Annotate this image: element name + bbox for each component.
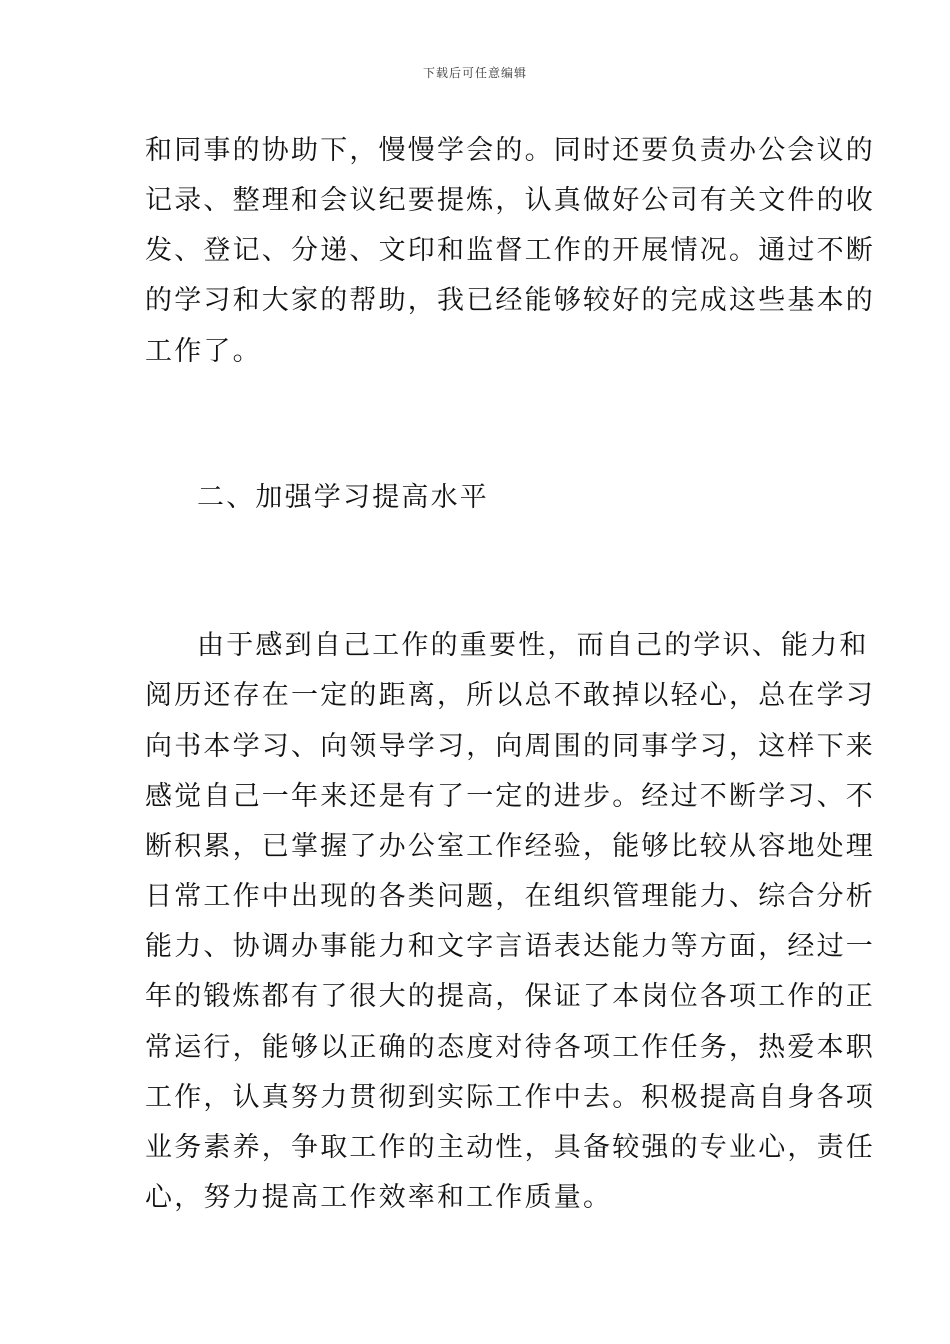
paragraph-line: 工作，认真努力贯彻到实际工作中去。积极提高自身各项: [145, 1082, 875, 1113]
paragraph-line: 业务素养，争取工作的主动性，具备较强的专业心，责任: [145, 1132, 875, 1163]
paragraph-line: 工作了。: [145, 336, 262, 367]
paragraph-line: 阅历还存在一定的距离，所以总不敢掉以轻心，总在学习: [145, 680, 875, 711]
paragraph-line: 由于感到自己工作的重要性，而自己的学识、能力和: [197, 630, 869, 661]
paragraph-line: 日常工作中出现的各类问题，在组织管理能力、综合分析: [145, 881, 875, 912]
paragraph-line: 发、登记、分递、文印和监督工作的开展情况。通过不断: [145, 235, 875, 266]
paragraph-line: 年的锻炼都有了很大的提高，保证了本岗位各项工作的正: [145, 981, 875, 1012]
paragraph-line: 的学习和大家的帮助，我已经能够较好的完成这些基本的: [145, 285, 875, 316]
paragraph-line: 能力、协调办事能力和文字言语表达能力等方面，经过一: [145, 931, 875, 962]
paragraph-line: 心，努力提高工作效率和工作质量。: [145, 1182, 613, 1213]
section-heading: 二、加强学习提高水平: [197, 482, 489, 513]
paragraph-line: 记录、整理和会议纪要提炼，认真做好公司有关文件的收: [145, 185, 875, 216]
paragraph-line: 和同事的协助下，慢慢学会的。同时还要负责办公会议的: [145, 135, 875, 166]
page-header: 下载后可任意编辑: [422, 66, 527, 80]
paragraph-line: 向书本学习、向领导学习，向周围的同事学习，这样下来: [145, 731, 875, 762]
paragraph-line: 感觉自己一年来还是有了一定的进步。经过不断学习、不: [145, 781, 875, 812]
paragraph-line: 常运行，能够以正确的态度对待各项工作任务，热爱本职: [145, 1032, 875, 1063]
paragraph-line: 断积累，已掌握了办公室工作经验，能够比较从容地处理: [145, 831, 875, 862]
